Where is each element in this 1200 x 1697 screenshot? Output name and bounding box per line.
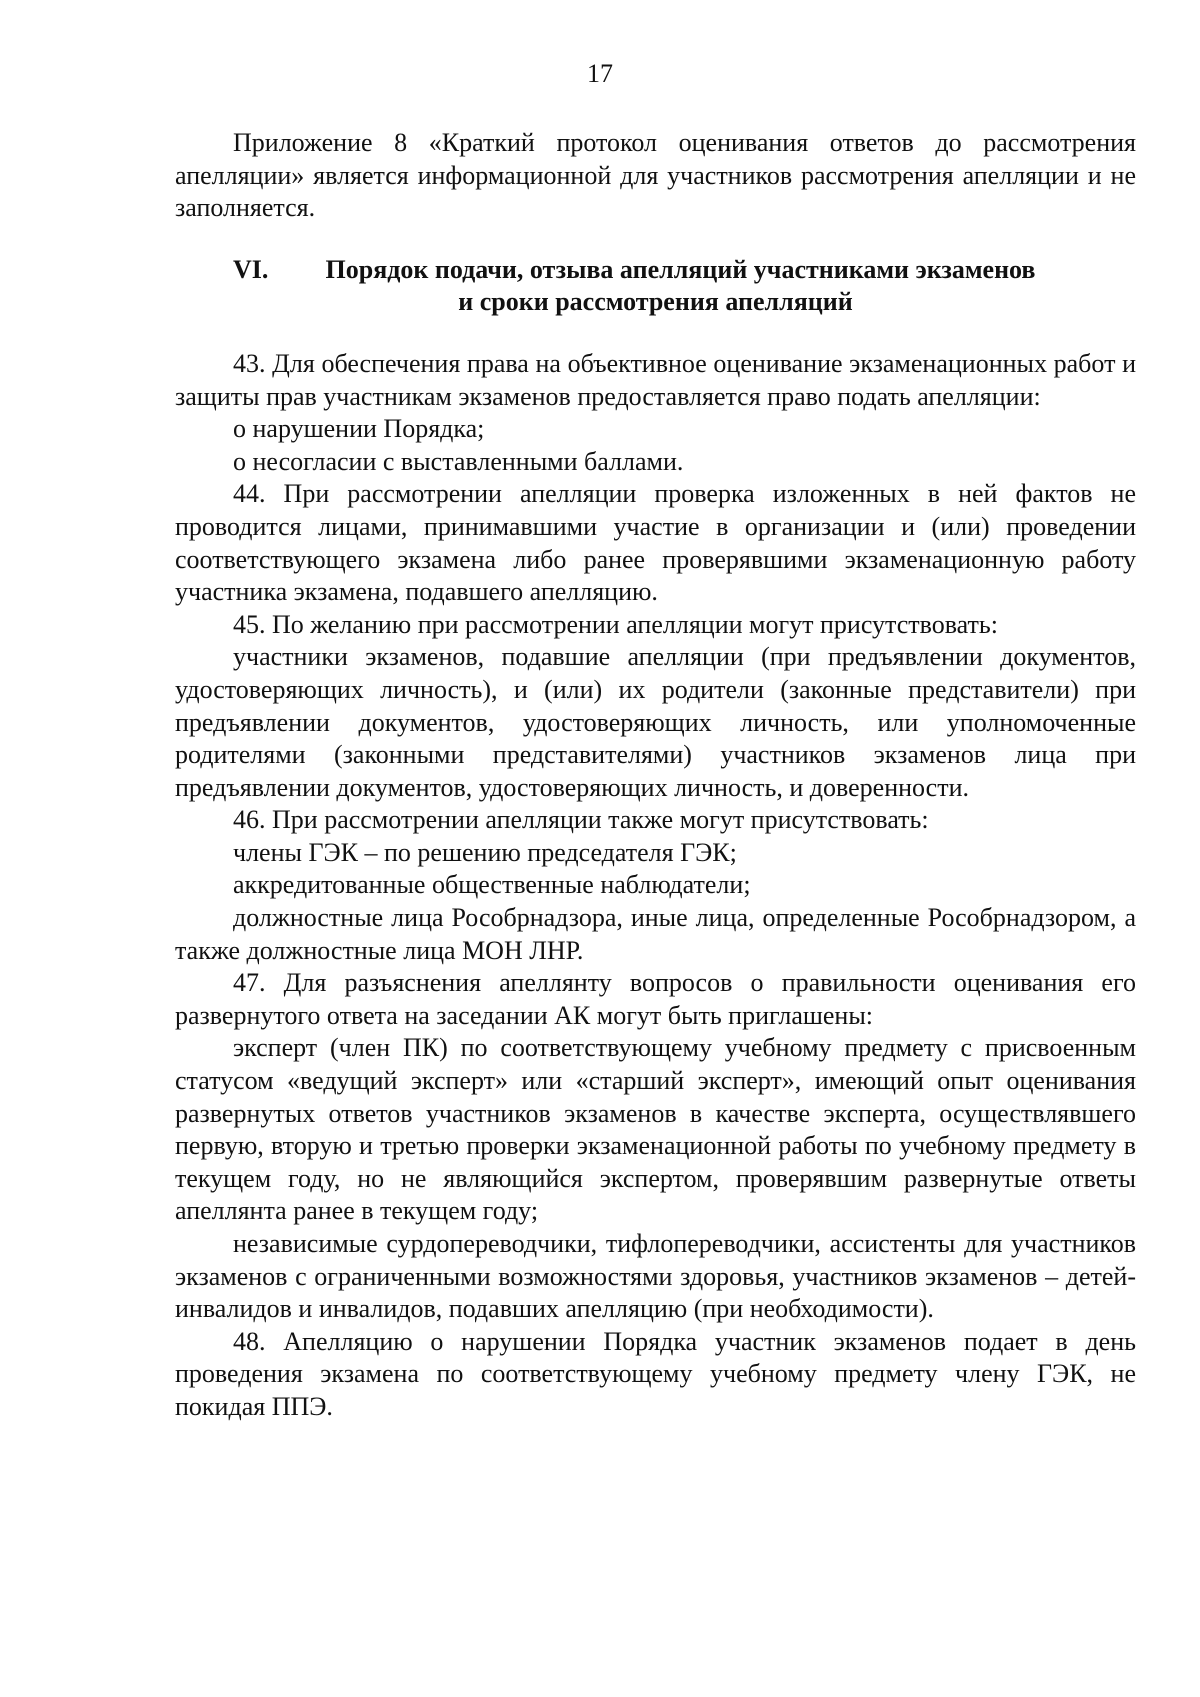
list-item-violation: о нарушении Порядка; <box>233 414 485 444</box>
paragraph-46: 46. При рассмотрении апелляции также могут присутствовать: <box>233 805 929 835</box>
section-title-line-1: Порядок подачи, отзыва апелляций участниками экзаменов <box>325 254 1036 284</box>
paragraph-44: 44. При рассмотрении апелляции проверка изложенных в ней фактов не проводится лицами, принимавшими участие в организации и (или) проведении соответствующего экзамена либо ранее проверявшими экзаменационную работу участника экзамена, подавшего апелляцию. <box>175 479 1136 607</box>
paragraph-48: 48. Апелляцию о нарушении Порядка участник экзаменов подает в день проведения экзамена по соответствующему учебному предмету члену ГЭК, не покидая ППЭ. <box>175 1326 1136 1421</box>
paragraph-47: 47. Для разъяснения апеллянту вопросов о правильности оценивания его развернутого ответа на заседании АК могут быть приглашены: <box>175 968 1136 1030</box>
list-item-expert: эксперт (член ПК) по соответствующему учебному предмету с присвоенным статусом «ведущий эксперт» или «старший эксперт», имеющий опыт оценивания развернутых ответов участников экзаменов в качестве эксперта, осуществлявшего первую, вторую и третью проверки экзаменационной работы по учебному предмету в текущем году, но не являющийся экспертом, проверявшим развернутые ответы апеллянта ранее в текущем году; <box>175 1033 1136 1226</box>
intro-paragraph: Приложение 8 «Краткий протокол оценивания ответов до рассмотрения апелляции» является информационной для участников рассмотрения апелляции и не заполняется. <box>175 128 1136 223</box>
list-item-participants: участники экзаменов, подавшие апелляции (при предъявлении документов, удостоверяющих личность), и (или) их родители (законные представители) при предъявлении документов, удостоверяющих личность, или уполномоченные родителями (законными представителями) участников экзаменов лица при предъявлении документов, удостоверяющих личность, и доверенности. <box>175 642 1136 802</box>
section-heading <box>175 254 1136 319</box>
list-item-disagreement: о несогласии с выставленными баллами. <box>233 446 684 476</box>
paragraph-45: 45. По желанию при рассмотрении апелляции могут присутствовать: <box>233 609 998 639</box>
list-item-gek-members: члены ГЭК – по решению председателя ГЭК; <box>233 837 737 867</box>
list-item-observers: аккредитованные общественные наблюдатели; <box>233 870 751 900</box>
list-item-interpreters: независимые сурдопереводчики, тифлопереводчики, ассистенты для участников экзаменов с ограниченными возможностями здоровья, участников экзаменов – детей-инвалидов и инвалидов, подавших апелляцию (при необходимости). <box>175 1229 1136 1324</box>
page-number: 17 <box>587 59 613 88</box>
section-heading-line-1 <box>175 254 1136 287</box>
section-title-line-2: и сроки рассмотрения апелляций <box>458 287 853 317</box>
section-number: VI. <box>233 254 269 284</box>
list-item-officials: должностные лица Рособрнадзора, иные лица, определенные Рособрнадзором, а также должностные лица МОН ЛНР. <box>175 903 1136 965</box>
document-body <box>175 127 1136 1424</box>
paragraph-43: 43. Для обеспечения права на объективное оценивание экзаменационных работ и защиты прав участникам экзаменов предоставляется право подать апелляции: <box>175 348 1136 411</box>
